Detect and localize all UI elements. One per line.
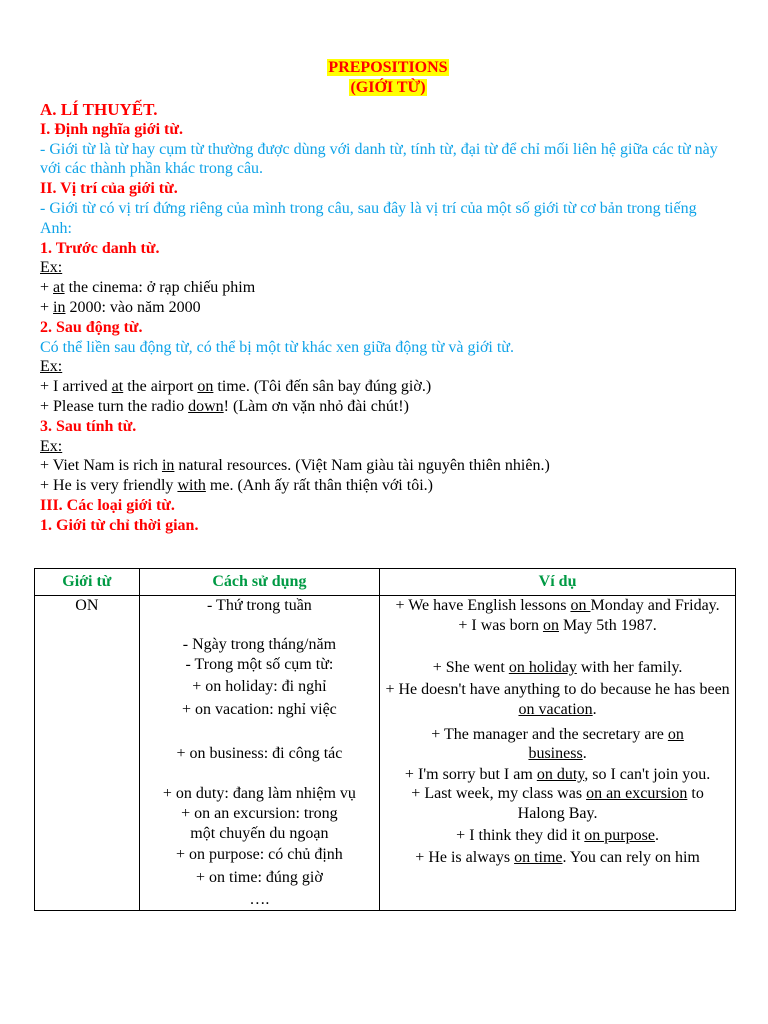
example-line: + in 2000: vào năm 2000: [40, 298, 201, 316]
subsection-1-heading: 1. Trước danh từ.: [40, 239, 160, 257]
ex-label: Ex:: [40, 358, 63, 376]
usage-item: + on business: đi công tác: [176, 745, 343, 763]
section-a-heading: A. LÍ THUYẾT.: [40, 100, 158, 119]
usage-item: + on duty: đang làm nhiệm vụ: [162, 785, 356, 803]
usage-item: + on vacation: nghỉ việc: [182, 700, 337, 718]
example-2: + I was born on May 5th 1987.: [458, 616, 657, 634]
cell-preposition: [35, 596, 140, 911]
header-usage: Cách sử dụng: [139, 569, 379, 596]
usage-item: + on an excursion: trong một chuyến du ngoạn: [181, 804, 338, 842]
document-title: [40, 58, 736, 98]
usage-item: + on purpose: có chủ định: [176, 846, 343, 864]
example-8: + I think they did it on purpose.: [456, 826, 659, 844]
usage-item: + on holiday: đi nghỉ: [192, 678, 327, 696]
example-1: + We have English lessons on Monday and Friday.: [395, 597, 720, 614]
subsection-3-heading: 3. Sau tính từ.: [40, 417, 137, 435]
part1-heading: I. Định nghĩa giới từ.: [40, 120, 183, 138]
header-example: Ví dụ: [380, 569, 736, 596]
header-preposition: Giới từ: [35, 569, 140, 596]
example-6: + I'm sorry but I am on duty, so I can't join you.: [404, 765, 711, 783]
preposition-table: [34, 568, 736, 911]
subsection-2-heading: 2. Sau động từ.: [40, 318, 143, 336]
part3-heading: III. Các loại giới từ.: [40, 496, 175, 514]
example-line: + Please turn the radio down! (Làm ơn vặn nhỏ đài chút!): [40, 397, 409, 415]
ex-label: Ex:: [40, 259, 63, 277]
usage-item: + on time: đúng giờ: [196, 868, 323, 886]
part1-text-2: với các thành phần khác trong câu.: [40, 160, 264, 178]
preposition-on: ON: [75, 597, 99, 614]
example-line: + He is very friendly with me. (Anh ấy rất thân thiện với tôi.): [40, 477, 433, 495]
example-line: + at the cinema: ở rạp chiếu phim: [40, 279, 256, 297]
part2-heading: II. Vị trí của giới từ.: [40, 180, 178, 198]
table-row: [35, 596, 736, 911]
usage-item: ….: [249, 891, 270, 909]
table-header-row: [35, 569, 736, 596]
usage-item: - Ngày trong tháng/năm: [182, 636, 337, 654]
example-9: + He is always on time. You can rely on him: [415, 849, 700, 867]
cell-usages: [139, 596, 379, 911]
example-3: + She went on holiday with her family.: [432, 658, 683, 676]
part1-text-1: - Giới từ là từ hay cụm từ thường được dùng với danh từ, tính từ, đại từ để chỉ mối liên hệ giữa các từ này: [40, 140, 718, 158]
usage-item: - Thứ trong tuần: [207, 597, 312, 614]
document-page: [40, 58, 736, 536]
subsection-2-desc: Có thể liền sau động từ, có thể bị một từ khác xen giữa động từ và giới từ.: [40, 338, 514, 356]
example-5: + The manager and the secretary are on business.: [431, 725, 684, 763]
example-line: + Viet Nam is rich in natural resources. (Việt Nam giàu tài nguyên thiên nhiên.): [40, 457, 550, 475]
part3-sub1-heading: 1. Giới từ chỉ thời gian.: [40, 516, 199, 534]
example-4: + He doesn't have anything to do because he has been on vacation.: [385, 681, 730, 718]
part2-text-1: - Giới từ có vị trí đứng riêng của mình trong câu, sau đây là vị trí của một số giới từ cơ bản trong tiếng: [40, 199, 697, 217]
title-line-1: PREPOSITIONS: [328, 59, 448, 76]
example-7: + Last week, my class was on an excursion to Halong Bay.: [411, 785, 704, 822]
example-line: + I arrived at the airport on time. (Tôi đến sân bay đúng giờ.): [40, 378, 432, 396]
usage-item: - Trong một số cụm từ:: [185, 655, 334, 673]
ex-label: Ex:: [40, 437, 63, 455]
cell-examples: [380, 596, 736, 911]
title-line-2: (GIỚI TỪ): [350, 79, 426, 96]
part2-text-2: Anh:: [40, 219, 72, 237]
